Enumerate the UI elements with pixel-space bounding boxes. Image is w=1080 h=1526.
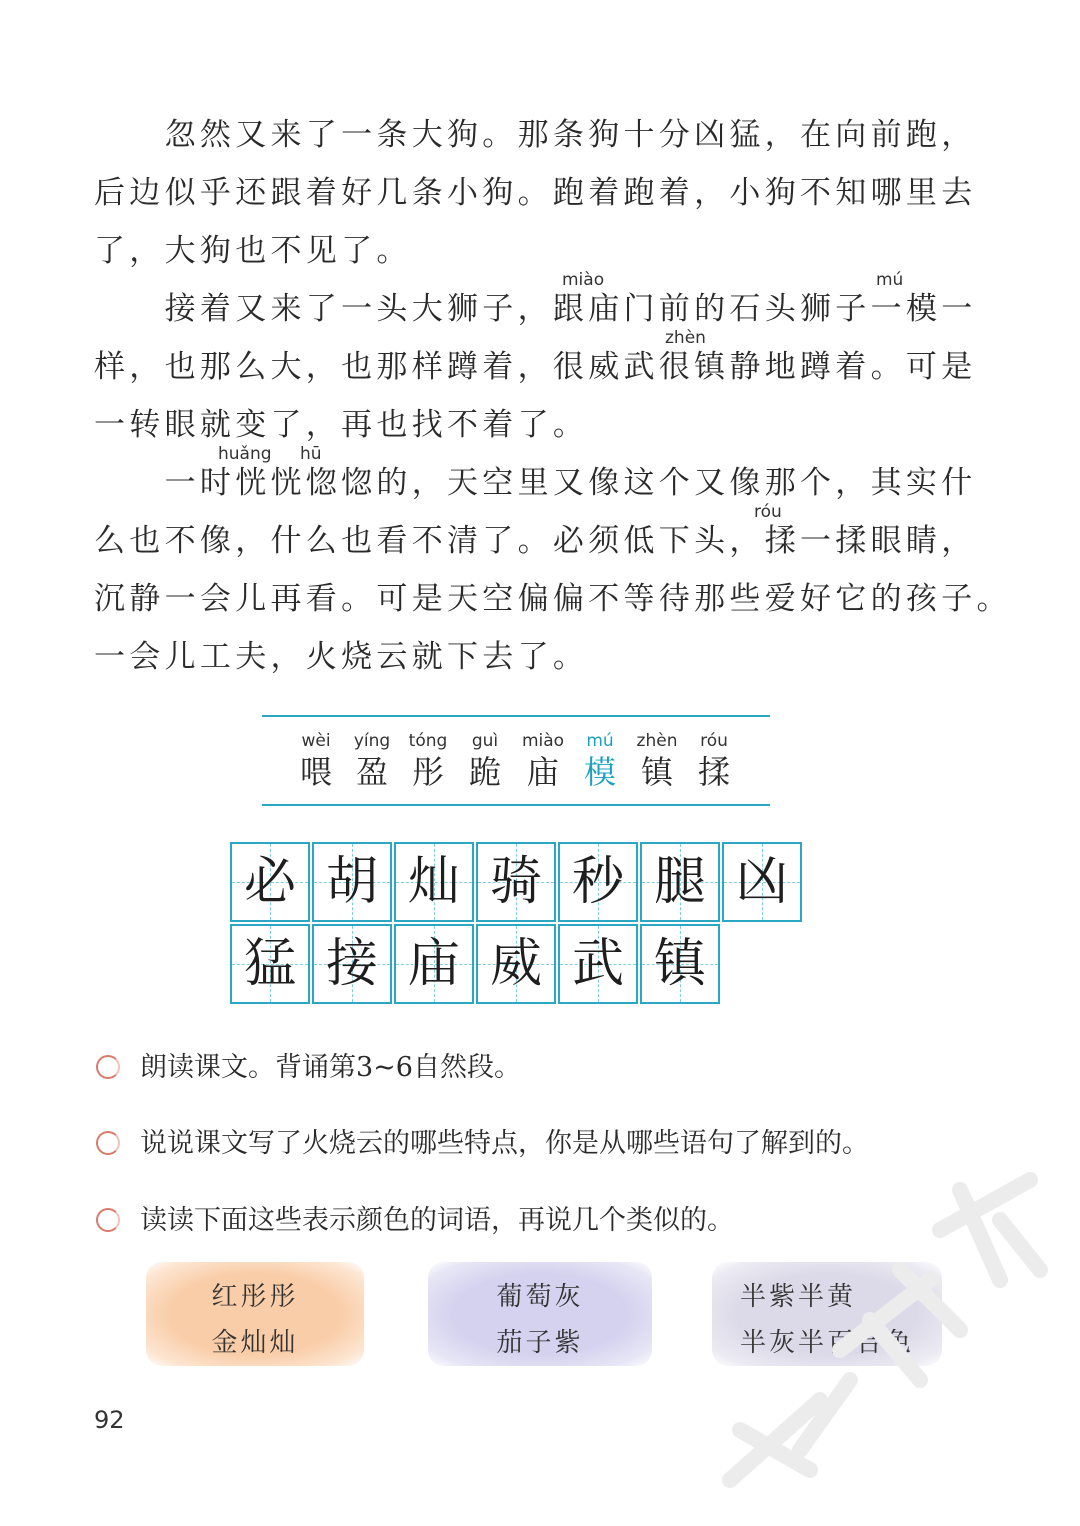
pinyin-annotation: huǎng [218, 444, 272, 464]
text-line: 后边似乎还跟着好几条小狗。跑着跑着，小狗不知哪里去 [94, 175, 977, 211]
vocab-bottom-rule [262, 804, 770, 806]
page-number: 92 [94, 1406, 125, 1434]
circle-marker-icon [96, 1055, 120, 1079]
pinyin-annotation: hū [300, 444, 322, 464]
vocab-word [400, 730, 456, 792]
color-word: 葡萄灰 [496, 1282, 584, 1312]
vocab-char: 喂 [299, 753, 332, 791]
grid-cell [394, 842, 474, 922]
vocab-char: 盈 [355, 753, 388, 791]
circle-marker-icon [96, 1131, 120, 1155]
grid-char: 腿 [653, 852, 706, 912]
color-word: 半紫半黄 [740, 1282, 857, 1312]
vocab-pinyin: wèi [301, 731, 331, 751]
grid-char: 猛 [243, 934, 296, 994]
vocab-pinyin: mú [586, 731, 614, 751]
grid-cell [558, 842, 638, 922]
text-line: 么也不像，什么也看不清了。必须低下头，揉一揉眼睛， [94, 523, 977, 559]
vocab-char: 镇 [640, 753, 673, 791]
grid-cell [640, 842, 720, 922]
vocab-word [344, 730, 400, 792]
exercise-text: 说说课文写了火烧云的哪些特点，你是从哪些语句了解到的。 [140, 1128, 869, 1159]
vocab-pinyin: róu [700, 731, 728, 751]
text-line: 一转眼就变了，再也找不着了。 [94, 407, 589, 443]
vocab-word-highlighted [572, 730, 628, 792]
vocab-pinyin: guì [471, 731, 499, 751]
text-line: 样，也那么大，也那样蹲着，很威武很镇静地蹲着。可是 [94, 349, 977, 385]
vocab-word [629, 730, 685, 792]
vocab-char: 彤 [411, 753, 444, 791]
text-line: 了，大狗也不见了。 [94, 233, 412, 269]
grid-char: 镇 [653, 934, 706, 994]
pinyin-annotation: miào [562, 270, 605, 290]
color-words-box-gray [712, 1262, 942, 1366]
vocab-word [457, 730, 513, 792]
color-word: 半灰半百合色 [740, 1328, 915, 1358]
vocab-word [288, 730, 344, 792]
vocab-pinyin: zhèn [636, 731, 678, 751]
grid-cell [722, 842, 802, 922]
pinyin-annotation: mú [876, 270, 904, 290]
pinyin-annotation: róu [754, 502, 782, 522]
grid-cell [230, 842, 310, 922]
vocab-pinyin: tóng [408, 731, 448, 751]
text-line: 一会儿工夫，火烧云就下去了。 [94, 639, 589, 675]
grid-cell [476, 842, 556, 922]
vocab-word [515, 730, 571, 792]
grid-cell [312, 842, 392, 922]
circle-marker-icon [96, 1208, 120, 1232]
grid-cell [476, 924, 556, 1004]
color-words-box-lavender [428, 1262, 652, 1366]
grid-char: 接 [325, 934, 378, 994]
color-word: 红彤彤 [211, 1282, 299, 1312]
grid-cell [312, 924, 392, 1004]
text-line: 沉静一会儿再看。可是天空偏偏不等待那些爱好它的孩子。 [94, 581, 1012, 617]
grid-cell [230, 924, 310, 1004]
text-line: 忽然又来了一条大狗。那条狗十分凶猛，在向前跑， [94, 117, 977, 153]
vocab-char: 庙 [526, 753, 559, 791]
text-line: 一时恍恍惚惚的，天空里又像这个又像那个，其实什 [94, 465, 977, 501]
vocab-pinyin: yíng [353, 731, 391, 751]
vocab-word [686, 730, 742, 792]
grid-char: 必 [243, 852, 296, 912]
vocab-pinyin: miào [521, 731, 565, 751]
grid-char: 凶 [735, 852, 788, 912]
text-line: 接着又来了一头大狮子，跟庙门前的石头狮子一模一 [94, 291, 977, 327]
color-words-box-orange [146, 1262, 364, 1366]
grid-cell [394, 924, 474, 1004]
grid-char: 秒 [571, 852, 624, 912]
color-word: 茄子紫 [496, 1328, 584, 1358]
grid-char: 骑 [489, 852, 542, 912]
vocab-char: 跪 [468, 753, 501, 791]
vocab-top-rule [262, 715, 770, 717]
grid-char: 武 [571, 934, 624, 994]
color-word: 金灿灿 [211, 1328, 299, 1358]
vocab-char: 模 [583, 753, 616, 791]
grid-char: 威 [489, 934, 542, 994]
exercise-text: 读读下面这些表示颜色的词语，再说几个类似的。 [140, 1205, 734, 1236]
exercise-text: 朗读课文。背诵第3~6自然段。 [140, 1052, 521, 1083]
grid-char: 胡 [325, 852, 378, 912]
vocab-char: 揉 [697, 753, 730, 791]
pinyin-annotation: zhèn [665, 328, 706, 348]
grid-cell [640, 924, 720, 1004]
grid-cell [558, 924, 638, 1004]
grid-char: 灿 [407, 852, 460, 912]
grid-char: 庙 [407, 934, 460, 994]
